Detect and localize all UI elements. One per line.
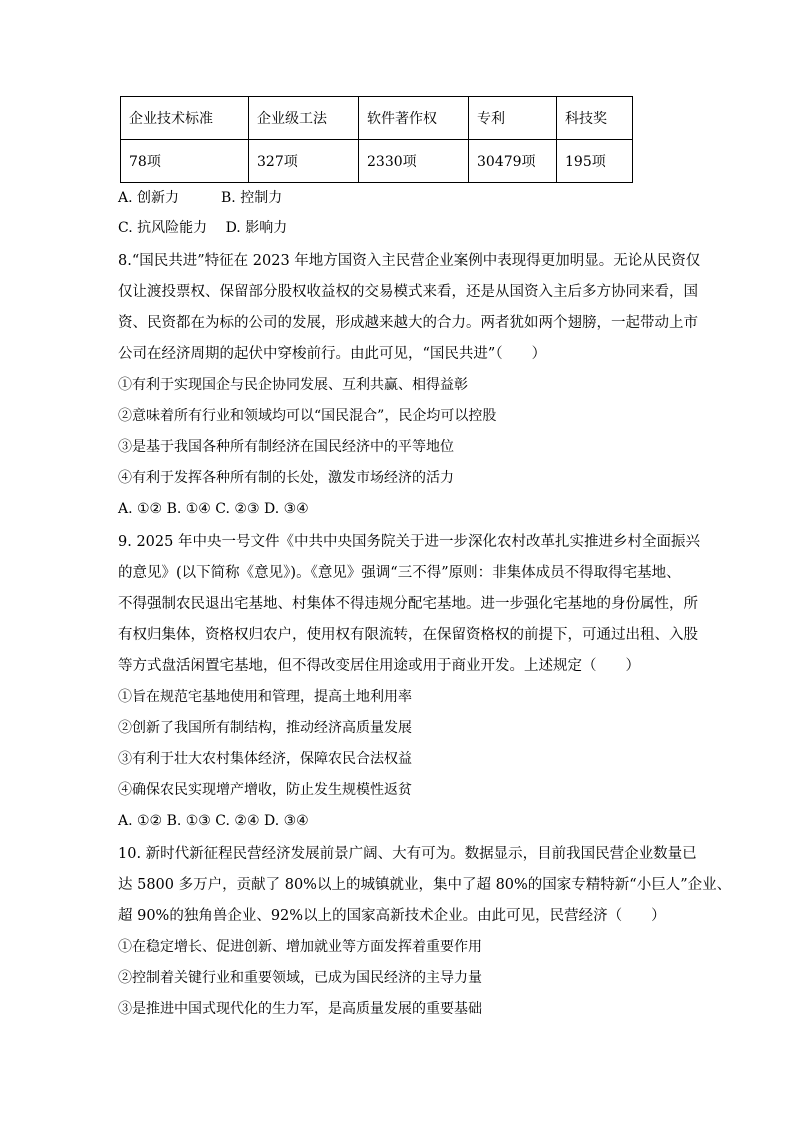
q10-item: ①在稳定增长、促进创新、增加就业等方面发挥着重要作用 [118,939,482,955]
q8-item: ①有利于实现国企与民企协同发展、互利共赢、相得益彰 [118,377,468,393]
table-header-cell: 专利 [469,97,557,140]
q9-stem-line: 等方式盘活闲置宅基地，但不得改变居住用途或用于商业开发。上述规定（ ） [118,658,640,674]
q9-item: ①旨在规范宅基地使用和管理，提高土地利用率 [118,689,412,705]
q9-item: ②创新了我国所有制结构，推动经济高质量发展 [118,720,412,736]
q9-stem-line: 的意见》(以下简称《意见》)。《意见》强调“三不得”原则：非集体成员不得取得宅基地、 [118,565,681,581]
q10-stem-line: 10. 新时代新征程民营经济发展前景广阔、大有可为。数据显示，目前我国民营企业数量已 [118,846,697,862]
q10-item: ②控制着关键行业和重要领域，已成为国民经济的主导力量 [118,970,482,986]
table-header-cell: 科技奖 [557,97,633,140]
table-value-cell: 327项 [249,140,359,183]
table-header-cell: 企业级工法 [249,97,359,140]
q7-options-cd: C. 抗风险能力 D. 影响力 [118,220,288,236]
q8-stem-line: 资、民资都在为标的公司的发展，形成越来越大的合力。两者犹如两个翅膀，一起带动上市 [118,315,698,331]
q9-stem-line: 有权归集体，资格权归农户，使用权有限流转，在保留资格权的前提下，可通过出租、入股 [118,627,698,643]
q8-stem-line: 8.“国民共进”特征在 2023 年地方国资入主民营企业案例中表现得更加明显。无论从民资仅 [118,253,701,269]
q9-stem-line: 9. 2025 年中央一号文件《中共中央国务院关于进一步深化农村改革扎实推进乡村全面振兴 [118,534,700,550]
q10-stem-line: 超 90%的独角兽企业、92%以上的国家高新技术企业。由此可见，民营经济（ ） [118,908,666,924]
table-value-cell: 30479项 [469,140,557,183]
table-value-cell: 2330项 [359,140,469,183]
q8-stem-line: 公司在经济周期的起伏中穿梭前行。由此可见，“国民共进”（ ） [118,346,547,362]
q7-options-ab: A. 创新力 B. 控制力 [118,190,283,206]
q8-item: ②意味着所有行业和领域均可以“国民混合”，民企均可以控股 [118,408,497,424]
q8-item: ③是基于我国各种所有制经济在国民经济中的平等地位 [118,439,454,455]
q9-item: ③有利于壮大农村集体经济，保障农民合法权益 [118,751,412,767]
q8-item: ④有利于发挥各种所有制的长处，激发市场经济的活力 [118,470,454,486]
table-row-header [121,97,633,140]
statistics-table [120,96,633,183]
q9-answers: A. ①② B. ①③ C. ②④ D. ③④ [118,813,309,829]
q8-stem-line: 仅让渡投票权、保留部分股权收益权的交易模式来看，还是从国资入主后多方协同来看，国 [118,284,698,300]
table-header-cell: 软件著作权 [359,97,469,140]
q10-stem-line: 达 5800 多万户，贡献了 80%以上的城镇就业，集中了超 80%的国家专精特新“小巨人”企业、 [118,877,732,893]
table-row-values [121,140,633,183]
q9-item: ④确保农民实现增产增收，防止发生规模性返贫 [118,782,412,798]
table-value-cell: 195项 [557,140,633,183]
q8-answers: A. ①② B. ①④ C. ②③ D. ③④ [118,501,309,517]
table-value-cell: 78项 [121,140,249,183]
table-header-cell: 企业技术标准 [121,97,249,140]
q10-item: ③是推进中国式现代化的生力军，是高质量发展的重要基础 [118,1001,482,1017]
q9-stem-line: 不得强制农民退出宅基地、村集体不得违规分配宅基地。进一步强化宅基地的身份属性，所 [118,596,698,612]
